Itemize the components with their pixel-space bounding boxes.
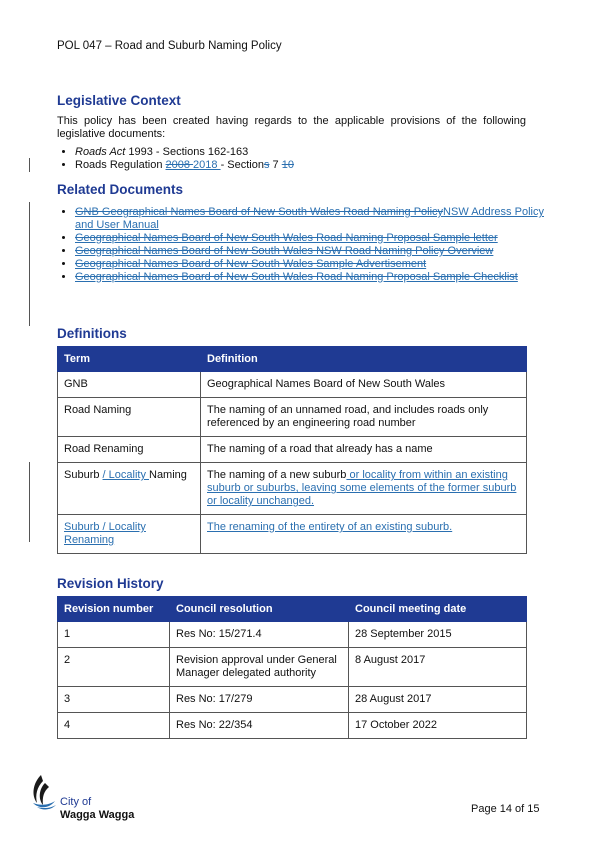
related-item-1-inserted[interactable]: NSW Address Policy and User Manual: [75, 206, 544, 231]
revision-number-cell: 4: [58, 713, 170, 739]
table-row: [58, 372, 527, 398]
term-text: Naming: [149, 469, 187, 481]
regulation-name: Roads Regulation: [75, 159, 166, 171]
column-header-revision-number: Revision number: [58, 597, 170, 622]
column-header-term: Term: [58, 347, 201, 372]
term-text: Suburb: [64, 469, 103, 481]
revision-number-cell: 2: [58, 648, 170, 687]
city-logo-icon: [29, 773, 59, 818]
revision-table: [57, 596, 527, 739]
change-bar: [29, 462, 30, 542]
meeting-date-cell: 8 August 2017: [349, 648, 527, 687]
definition-text: The naming of a new suburb: [207, 469, 347, 481]
inserted-term-text: / Locality: [102, 469, 149, 481]
section-label: - Section: [220, 159, 264, 171]
meeting-date-cell: 28 September 2015: [349, 622, 527, 648]
inserted-year: 2018: [193, 159, 221, 171]
act-sections: 1993 - Sections 162-163: [125, 146, 249, 158]
table-row: [58, 713, 527, 739]
section-number: 7: [269, 159, 282, 171]
change-bar: [29, 202, 30, 326]
legislative-heading: Legislative Context: [57, 93, 181, 108]
legislative-item-2: [75, 159, 544, 172]
definition-cell: Geographical Names Board of New South Wales: [201, 372, 527, 398]
deleted-year: 2008: [165, 159, 194, 171]
term-cell: Road Renaming: [58, 437, 201, 463]
act-name: Roads Act: [75, 146, 126, 158]
resolution-cell: Res No: 15/271.4: [170, 622, 349, 648]
column-header-meeting-date: Council meeting date: [349, 597, 527, 622]
revision-number-cell: 1: [58, 622, 170, 648]
related-item-3: [75, 245, 544, 258]
revision-heading: Revision History: [57, 576, 164, 591]
column-header-council-resolution: Council resolution: [170, 597, 349, 622]
related-item-1-deleted[interactable]: GNB Geographical Names Board of New South Wales Road Naming Policy: [75, 206, 444, 218]
legislative-intro: This policy has been created having regards to the applicable provisions of the following legislative documents:: [57, 115, 526, 140]
related-item-1: [75, 206, 544, 232]
table-row: [58, 622, 527, 648]
related-heading: Related Documents: [57, 182, 184, 197]
definition-cell: [201, 463, 527, 515]
related-item-2: [75, 232, 544, 245]
related-item-4-link[interactable]: Geographical Names Board of New South Wales Sample Advertisement: [75, 258, 427, 270]
related-item-4: [75, 258, 544, 271]
related-item-3-link[interactable]: Geographical Names Board of New South Wales NSW Road Naming Policy Overview: [75, 245, 494, 257]
table-row: [58, 398, 527, 437]
table-row: [58, 437, 527, 463]
inserted-definition-text: The renaming of the entirety of an existing suburb.: [207, 521, 453, 533]
inserted-term-text: Suburb / Locality Renaming: [64, 521, 146, 546]
table-row: [58, 648, 527, 687]
term-cell: GNB: [58, 372, 201, 398]
table-row: [58, 463, 527, 515]
related-item-5-link[interactable]: Geographical Names Board of New South Wales Road Naming Proposal Sample Checklist: [75, 271, 518, 283]
column-header-definition: Definition: [201, 347, 527, 372]
related-item-2-link[interactable]: Geographical Names Board of New South Wales Road Naming Proposal Sample letter: [75, 232, 498, 244]
definitions-heading: Definitions: [57, 326, 127, 341]
inserted-definition-text: or locality from within an existing suburb or suburbs, leaving some elements of the former suburb or locality unchanged.: [207, 469, 517, 507]
definition-cell: The naming of a road that already has a name: [201, 437, 527, 463]
term-cell: [58, 515, 201, 554]
city-logo-text: [60, 796, 134, 822]
legislative-item-1: [75, 146, 544, 159]
revision-header-row: [58, 597, 527, 622]
resolution-cell: Res No: 17/279: [170, 687, 349, 713]
term-cell: Road Naming: [58, 398, 201, 437]
change-bar: [29, 158, 30, 172]
page-header: POL 047 – Road and Suburb Naming Policy: [57, 40, 282, 52]
definition-cell: [201, 515, 527, 554]
meeting-date-cell: 28 August 2017: [349, 687, 527, 713]
resolution-cell: Res No: 22/354: [170, 713, 349, 739]
resolution-cell: Revision approval under General Manager delegated authority: [170, 648, 349, 687]
deleted-section: 10: [281, 159, 294, 171]
related-item-5: [75, 271, 544, 284]
related-list: [57, 206, 544, 284]
deleted-plural: s: [264, 159, 270, 171]
revision-number-cell: 3: [58, 687, 170, 713]
definitions-table: [57, 346, 527, 554]
table-row: [58, 687, 527, 713]
definitions-header-row: [58, 347, 527, 372]
meeting-date-cell: 17 October 2022: [349, 713, 527, 739]
page-number: Page 14 of 15: [471, 803, 540, 815]
logo-line-2: Wagga Wagga: [60, 809, 135, 821]
logo-line-1: City of: [60, 796, 92, 808]
definition-cell: The naming of an unnamed road, and includes roads only referenced by an engineering road number: [201, 398, 527, 437]
table-row: [58, 515, 527, 554]
term-cell: [58, 463, 201, 515]
legislative-list: [57, 146, 544, 172]
